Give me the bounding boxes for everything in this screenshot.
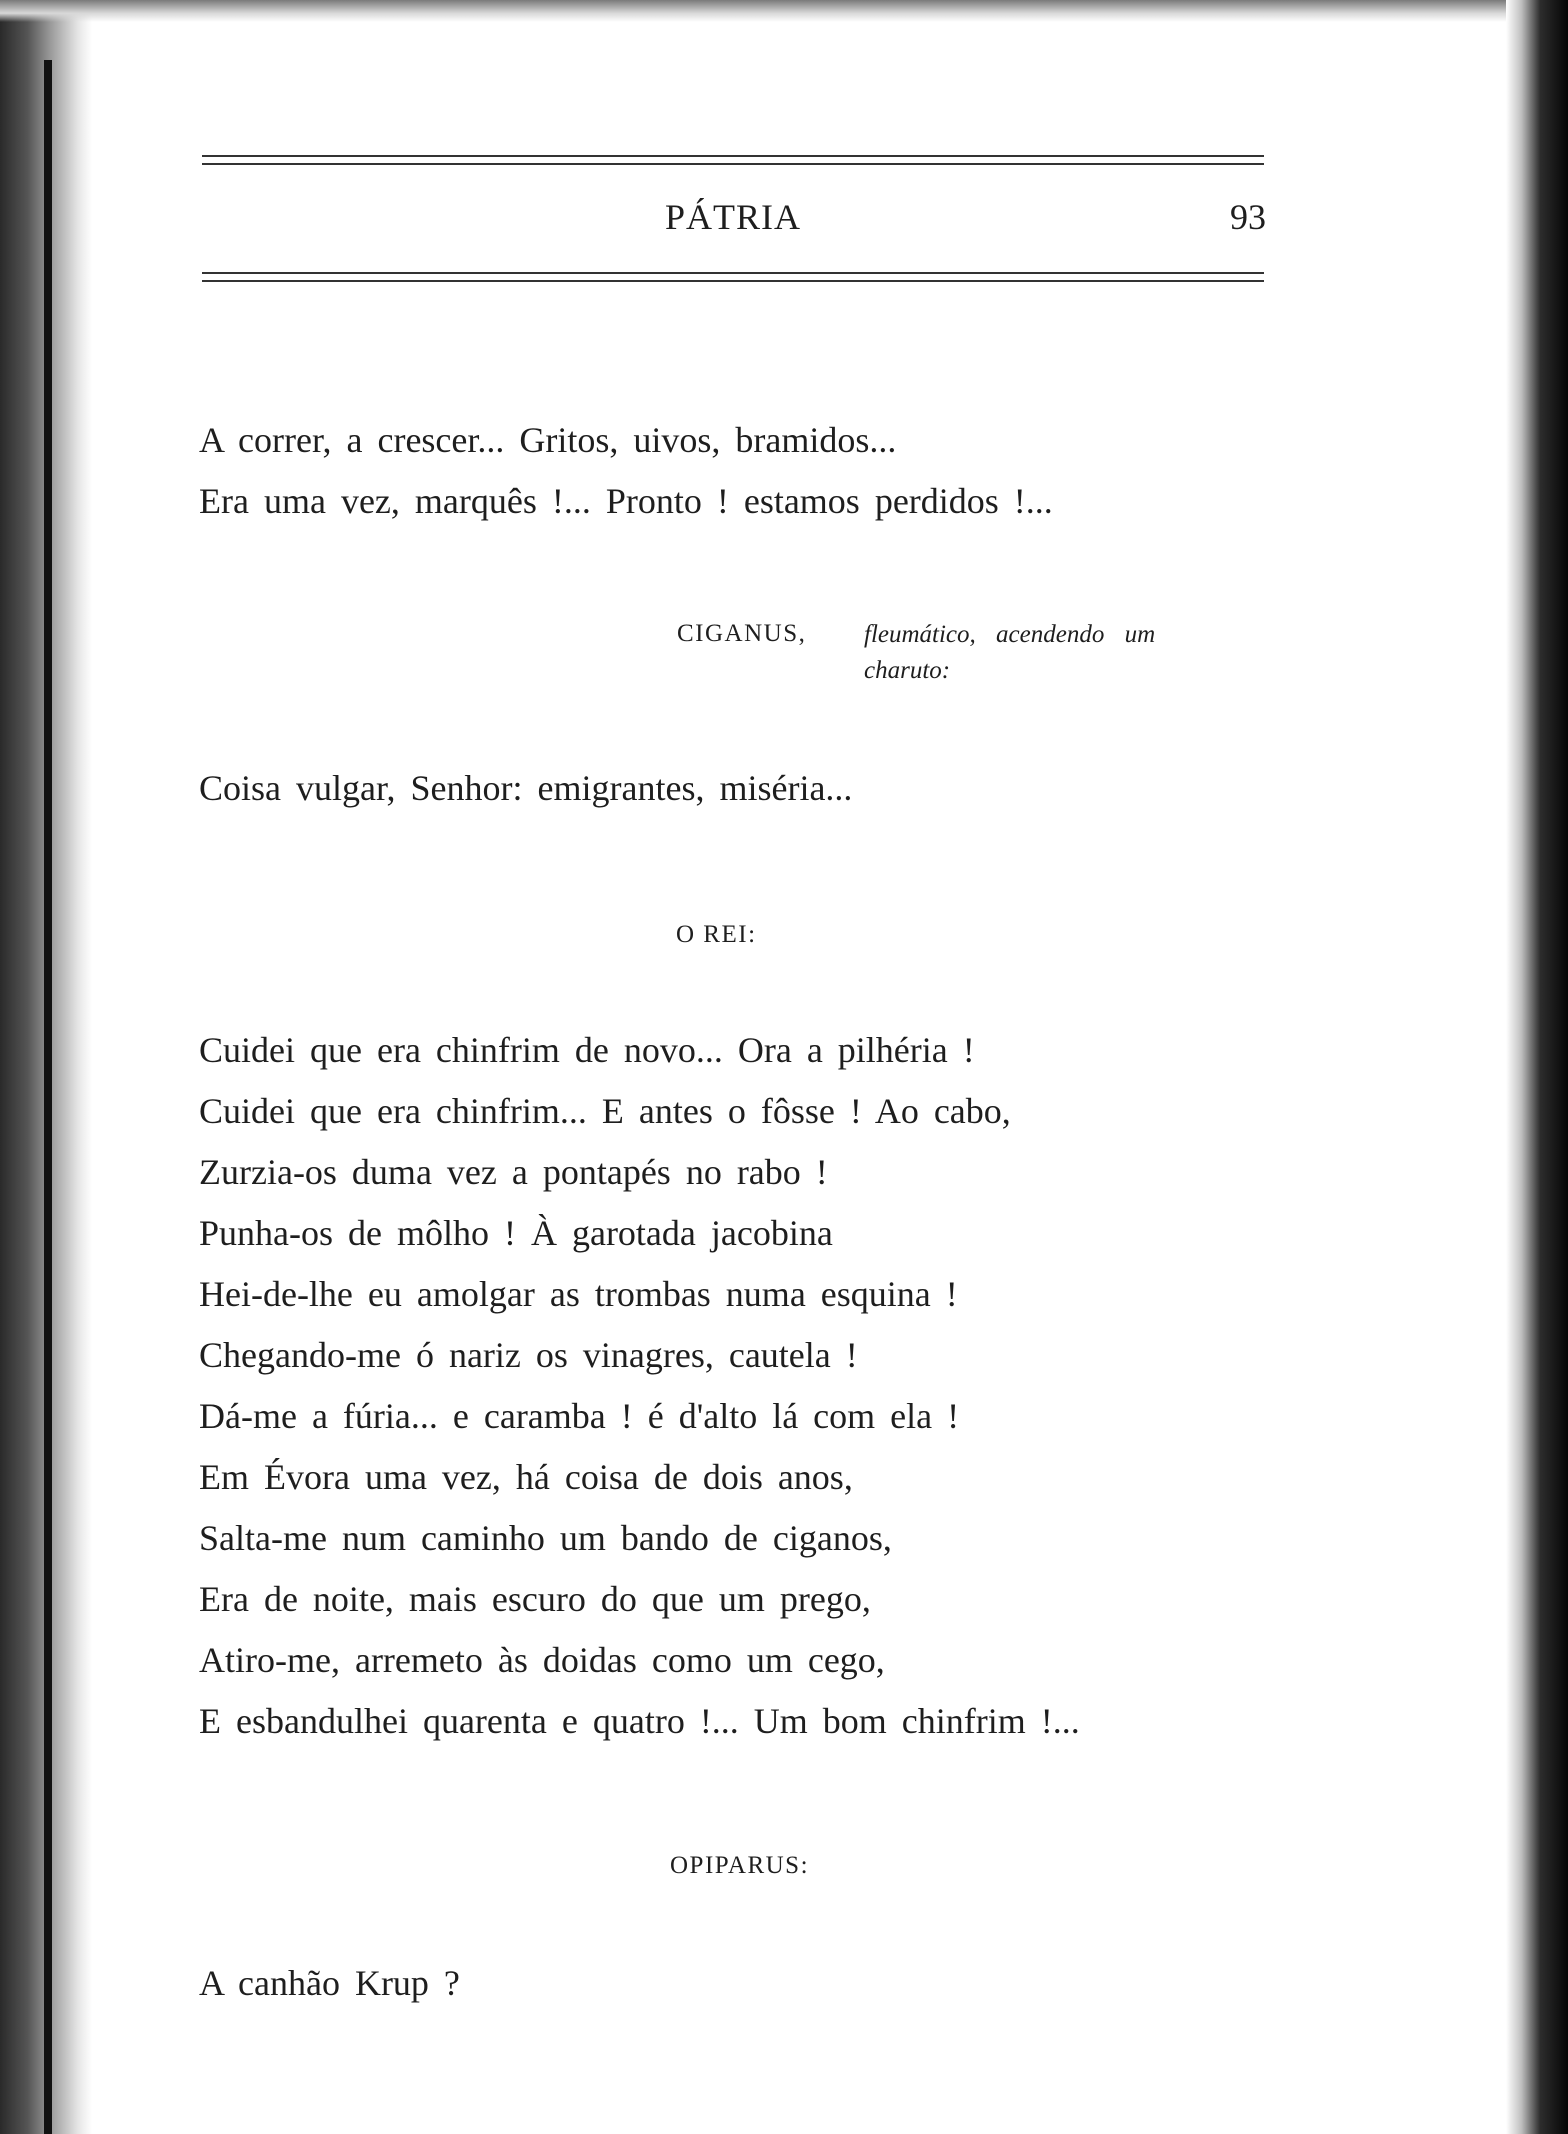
verse-line: Salta-me num caminho um bando de ciganos, [199, 1518, 892, 1558]
verse-line: Era uma vez, marquês !... Pronto ! estamos perdidos !... [199, 481, 1053, 521]
verse-block-4 [199, 1953, 460, 2014]
page-binding-edge [44, 60, 52, 2134]
verse-line: Punha-os de môlho ! À garotada jacobina [199, 1213, 833, 1253]
verse-line: Hei-de-lhe eu amolgar as trombas numa esquina ! [199, 1274, 958, 1314]
header-rule-top [202, 155, 1264, 165]
verse-line: Em Évora uma vez, há coisa de dois anos, [199, 1457, 853, 1497]
verse-line: Coisa vulgar, Senhor: emigrantes, miséria... [199, 768, 853, 808]
verse-line: A canhão Krup ? [199, 1963, 460, 2003]
page-right-edge [1506, 0, 1568, 2134]
speaker-name: CIGANUS, [677, 620, 807, 647]
header-rule-bottom [202, 272, 1264, 282]
verse-line: Atiro-me, arremeto às doidas como um cego, [199, 1640, 885, 1680]
verse-line: A correr, a crescer... Gritos, uivos, bramidos... [199, 420, 897, 460]
verse-line: Dá-me a fúria... e caramba ! é d'alto lá com ela ! [199, 1396, 960, 1436]
page-top-edge [0, 0, 1568, 22]
running-title: PÁTRIA [664, 197, 801, 237]
stage-direction [864, 617, 1155, 689]
verse-block-2 [199, 758, 852, 819]
verse-line: Zurzia-os duma vez a pontapés no rabo ! [199, 1152, 828, 1192]
verse-line: Chegando-me ó nariz os vinagres, cautela ! [199, 1335, 858, 1375]
verse-line: E esbandulhei quarenta e quatro !... Um bom chinfrim !... [199, 1701, 1080, 1741]
verse-line: Cuidei que era chinfrim... E antes o fôsse ! Ao cabo, [199, 1091, 1011, 1131]
stage-direction-line: fleumático, acendendo um [864, 621, 1156, 648]
verse-block-3 [199, 1020, 1080, 1752]
speaker-name: OPIPARUS: [670, 1852, 810, 1879]
verse-line: Cuidei que era chinfrim de novo... Ora a pilhéria ! [199, 1030, 975, 1070]
verse-line: Era de noite, mais escuro do que um prego, [199, 1579, 871, 1619]
verse-block-1 [199, 410, 1053, 532]
stage-direction-line: charuto: [864, 657, 951, 684]
page-number: 93 [1230, 197, 1266, 237]
speaker-name: O REI: [676, 921, 757, 948]
